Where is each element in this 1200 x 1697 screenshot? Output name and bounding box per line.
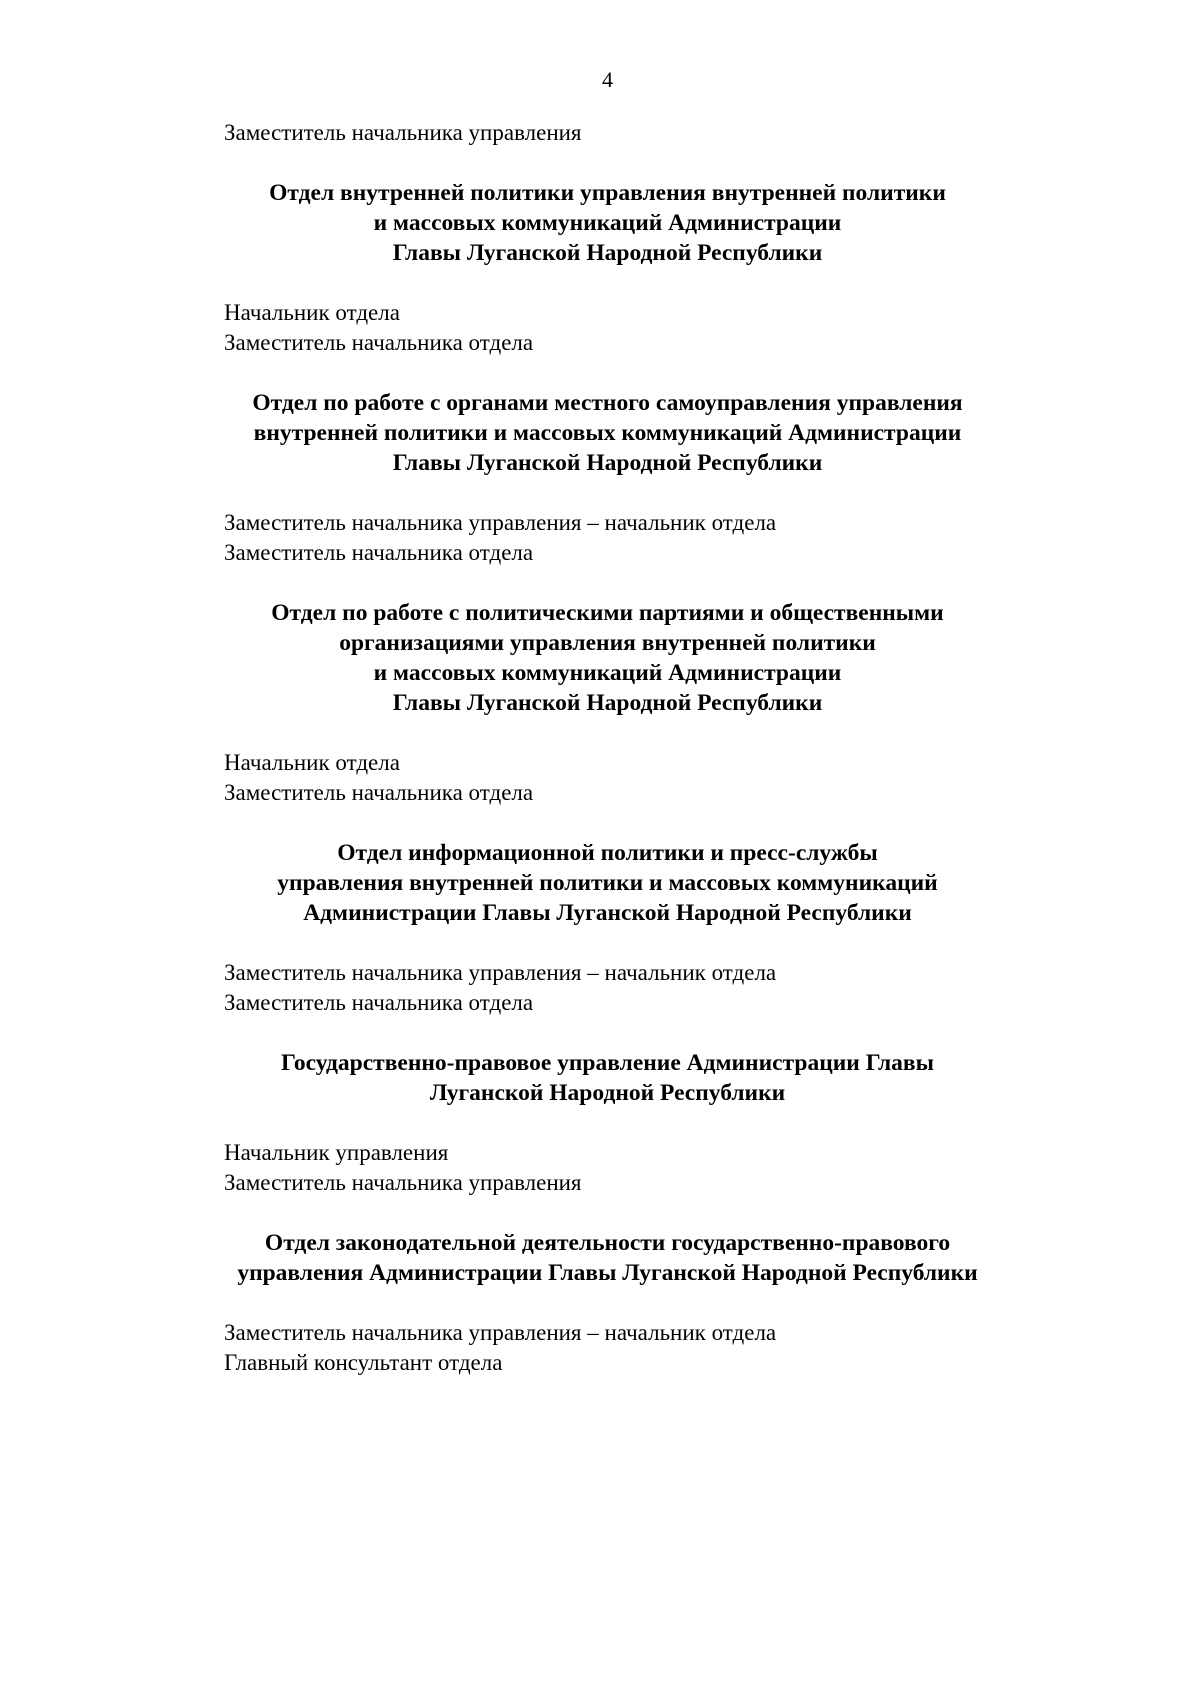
heading-line: Отдел информационной политики и пресс-службы bbox=[337, 840, 878, 866]
heading-line: Главы Луганской Народной Республики bbox=[392, 450, 823, 476]
heading-line: Главы Луганской Народной Республики bbox=[392, 240, 823, 266]
position-line: Заместитель начальника отдела bbox=[224, 330, 534, 355]
page-number: 4 bbox=[602, 67, 613, 92]
department-heading bbox=[0, 1048, 1200, 1108]
heading-line: управления Администрации Главы Луганской Народной Республики bbox=[237, 1260, 978, 1286]
section-political-parties bbox=[0, 568, 1100, 808]
position-line: Заместитель начальника отдела bbox=[224, 990, 534, 1015]
heading-line: Отдел внутренней политики управления внутренней политики bbox=[269, 180, 946, 206]
department-heading bbox=[0, 838, 1200, 928]
position-line: Заместитель начальника управления – начальник отдела bbox=[224, 960, 777, 985]
position-line: Заместитель начальника отдела bbox=[224, 780, 534, 805]
position-line: Заместитель начальника управления – начальник отдела bbox=[224, 510, 777, 535]
position-line: Главный консультант отдела bbox=[224, 1350, 503, 1375]
document-body bbox=[0, 118, 1100, 1378]
position-line: Начальник отдела bbox=[224, 750, 400, 775]
position-line: Начальник управления bbox=[224, 1140, 449, 1165]
position-line: Заместитель начальника управления – начальник отдела bbox=[224, 1320, 777, 1345]
department-heading bbox=[0, 598, 1200, 718]
heading-line: Государственно-правовое управление Администрации Главы bbox=[281, 1050, 934, 1076]
heading-line: Администрации Главы Луганской Народной Республики bbox=[303, 900, 912, 926]
section-legislative-activity bbox=[0, 1198, 1100, 1378]
heading-line: Отдел по работе с политическими партиями и общественными bbox=[271, 600, 944, 626]
position-line: Заместитель начальника управления bbox=[224, 1170, 582, 1195]
heading-line: и массовых коммуникаций Администрации bbox=[373, 210, 842, 236]
department-heading bbox=[0, 178, 1200, 268]
heading-line: Отдел законодательной деятельности государственно-правового bbox=[264, 1230, 951, 1256]
position-line: Начальник отдела bbox=[224, 300, 400, 325]
heading-line: организациями управления внутренней политики bbox=[339, 630, 876, 656]
heading-line: и массовых коммуникаций Администрации bbox=[373, 660, 842, 686]
heading-line: Луганской Народной Республики bbox=[429, 1080, 786, 1106]
department-heading bbox=[0, 1228, 1200, 1288]
section-local-government bbox=[0, 358, 1100, 568]
section-internal-policy bbox=[0, 148, 1100, 358]
intro-position: Заместитель начальника управления bbox=[224, 120, 582, 145]
department-heading bbox=[0, 388, 1200, 478]
position-line: Заместитель начальника отдела bbox=[224, 540, 534, 565]
heading-line: Главы Луганской Народной Республики bbox=[392, 690, 823, 716]
heading-line: Отдел по работе с органами местного самоуправления управления bbox=[252, 390, 963, 416]
section-information-policy bbox=[0, 808, 1100, 1018]
section-state-legal bbox=[0, 1018, 1100, 1198]
heading-line: управления внутренней политики и массовых коммуникаций bbox=[277, 870, 938, 896]
heading-line: внутренней политики и массовых коммуникаций Администрации bbox=[253, 420, 962, 446]
